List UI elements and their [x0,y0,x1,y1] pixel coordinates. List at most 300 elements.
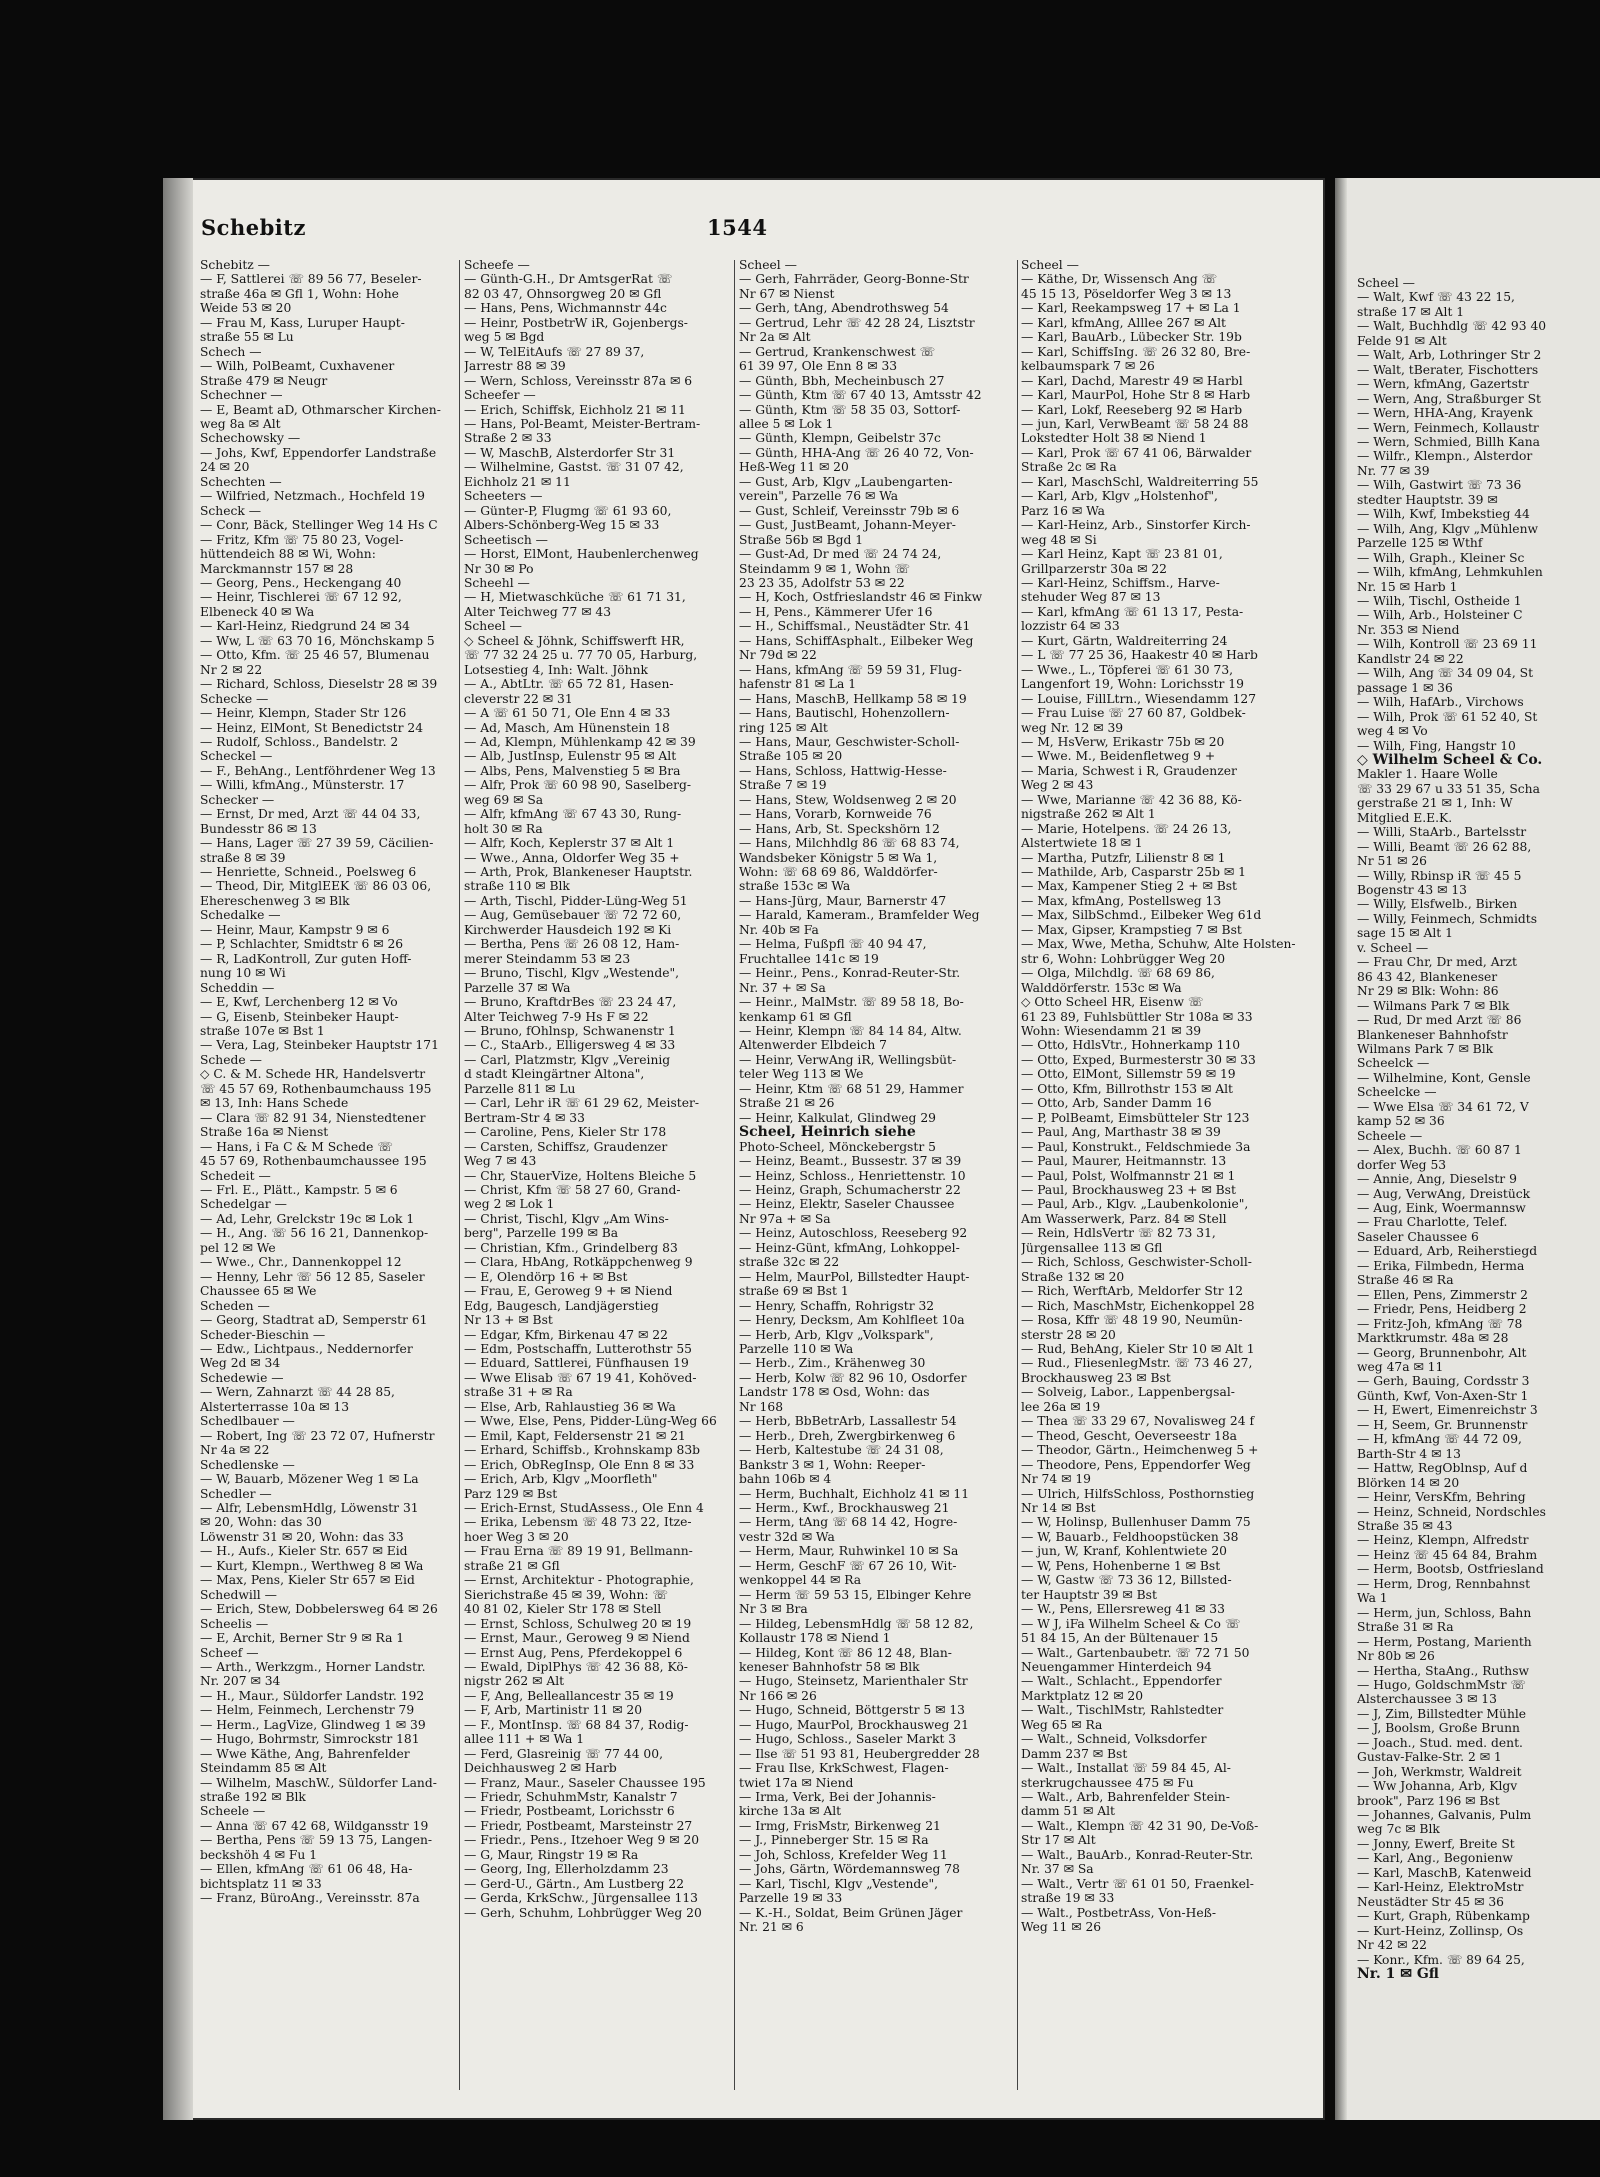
directory-entry-line: — Hugo, MaurPol, Brockhausweg 21 [739,1717,969,1732]
directory-entry-line: — Günth, Ktm ☏ 58 35 03, Sottorf- [739,402,961,417]
directory-entry-line: — Robert, Ing ☏ 23 72 07, Hufnerstr [200,1428,435,1443]
directory-entry-line: — Friedr, Postbeamt, Marsteinstr 27 [464,1818,693,1833]
directory-entry-line: straße 46a ✉ Gfl 1, Wohn: Hohe [200,286,399,301]
directory-entry-line: — Louise, FillLtrn., Wiesendamm 127 [1021,691,1257,706]
directory-entry-line: — Wwe, Marianne ☏ 42 36 88, Kö- [1021,792,1242,807]
directory-entry-line: — Karl, BauArb., Lübecker Str. 19b [1021,330,1242,345]
directory-entry-line: — Hans, Pens, Wichmannstr 44c [464,301,667,316]
directory-entry-line: — Günter-P, Flugmg ☏ 61 93 60, [464,503,672,518]
directory-entry-line: — Wwe, Else, Pens, Pidder-Lüng-Weg 66 [464,1414,717,1429]
directory-entry-line: ◇ Scheel & Jöhnk, Schiffswerft HR, [464,633,685,648]
directory-entry-line: — J., Pinneberger Str. 15 ✉ Ra [739,1833,929,1848]
directory-entry-line: — Rich, WerftArb, Meldorfer Str 12 [1021,1284,1244,1299]
directory-entry-line: Nr. 37 ✉ Sa [1021,1862,1094,1877]
directory-entry-line: Weg 65 ✉ Ra [1021,1717,1103,1732]
directory-entry-line: — Kurt, Graph, Rübenkamp [1357,1909,1530,1924]
directory-entry-line: Nr. 37 + ✉ Sa [739,980,826,995]
directory-entry-line: Weide 53 ✉ 20 [200,301,292,316]
directory-entry-line: Heß-Weg 11 ✉ 20 [739,460,849,475]
directory-entry-line: Neuengammer Hinterdeich 94 [1021,1659,1212,1674]
directory-entry-line: 61 23 89, Fuhlsbüttler Str 108a ✉ 33 [1021,1009,1253,1024]
surname-heading: Scheel — [1357,276,1415,290]
directory-entry-line: — Hans, Vorarb, Kornweide 76 [739,807,932,822]
directory-entry-line: — Ernst, Dr med, Arzt ☏ 44 04 33, [200,807,421,822]
surname-heading: Schech — [200,344,262,359]
directory-entry-line: — Heinr, Kalkulat, Glindweg 29 [739,1110,936,1125]
directory-entry-line: — E, Archit, Berner Str 9 ✉ Ra 1 [200,1631,405,1646]
directory-entry-line: — G, Maur, Ringstr 19 ✉ Ra [464,1847,639,1862]
directory-entry-line: — Ellen, Pens, Zimmerstr 2 [1357,1287,1528,1302]
directory-entry-line: Bundesstr 86 ✉ 13 [200,821,317,836]
directory-entry-line: Kirchwerder Hausdeich 192 ✉ Ki [464,922,672,937]
surname-heading: Scheele — [200,1804,266,1819]
directory-entry-line: — Heinr, Klempn, Stader Str 126 [200,706,407,721]
directory-entry-line: Nr 14 ✉ Bst [1021,1500,1096,1515]
directory-entry-line: — Carsten, Schiffsz, Graudenzer [464,1139,668,1154]
directory-entry-line: — Wwe., Chr., Dannenkoppel 12 [200,1255,402,1270]
directory-entry-line: — Thea ☏ 33 29 67, Novalisweg 24 f [1021,1414,1255,1429]
directory-entry-line: — Heinr., Pens., Konrad-Reuter-Str. [739,966,961,981]
directory-entry-line: Steindamm 9 ✉ 1, Wohn ☏ [739,561,910,576]
directory-entry-line: — Rud., FliesenlegMstr. ☏ 73 46 27, [1021,1356,1253,1371]
directory-entry-line: Wohn: Wiesendamm 21 ✉ 39 [1021,1024,1202,1039]
directory-entry-line: — Paul, Maurer, Heitmannstr. 13 [1021,1154,1227,1169]
surname-heading: Schechten — [200,474,282,489]
directory-entry-line: — Wern, Zahnarzt ☏ 44 28 85, [200,1385,395,1400]
directory-entry-line: — Horst, ElMont, Haubenlerchenweg [464,547,699,562]
directory-entry-line: Mitglied E.E.K. [1357,810,1453,825]
directory-entry-line: — Max, Gipser, Krampstieg 7 ✉ Bst [1021,922,1242,937]
directory-entry-line: — Hugo, GoldschmMstr ☏ [1357,1677,1526,1692]
directory-entry-line: — Edm, Postschaffn, Lutterothstr 55 [464,1341,692,1356]
directory-entry-line: — Karl, Dachd, Marestr 49 ✉ Harbl [1021,373,1243,388]
directory-entry-line: — Wilhelmine, Kont, Gensle [1357,1070,1531,1085]
directory-entry-line: Alter Teichweg 7-9 Hs F ✉ 22 [464,1009,649,1024]
directory-entry-line: — Erich, Arb, Klgv „Moorfleth" [464,1472,658,1487]
directory-entry-line: — Georg, Pens., Heckengang 40 [200,575,402,590]
directory-entry-line: — Gerh, Schuhm, Lohbrügger Weg 20 [464,1905,702,1920]
directory-entry-line: Wohn: ☏ 68 69 86, Walddörfer- [739,865,938,880]
directory-entry-line: — Ernst, Schloss, Schulweg 20 ✉ 19 [464,1616,692,1631]
directory-entry-line: — Wilh, HafArb., Virchows [1357,695,1524,710]
directory-entry-line: — Clara, HbAng, Rotkäppchenweg 9 [464,1255,693,1270]
directory-entry-line: Nr. 353 ✉ Niend [1357,622,1460,637]
directory-entry-line: weg 7c ✉ Blk [1357,1822,1440,1837]
directory-entry-line: Albers-Schönberg-Weg 15 ✉ 33 [464,518,660,533]
directory-entry-line: Wandsbeker Königstr 5 ✉ Wa 1, [739,850,938,865]
directory-entry-line: — Walt., Schlacht., Eppendorfer [1021,1674,1222,1689]
directory-entry-line: — Frau, E, Geroweg 9 + ✉ Niend [464,1284,673,1299]
directory-entry-line: — W, TelEitAufs ☏ 27 89 37, [464,344,645,359]
directory-entry-line: — W, Holinsp, Bullenhuser Damm 75 [1021,1515,1251,1530]
directory-entry-line: — Gust, JustBeamt, Johann-Meyer- [739,518,956,533]
directory-entry-line: — H., Schiffsmal., Neustädter Str. 41 [739,619,971,634]
surname-heading: Schedewie — [200,1370,284,1385]
directory-entry-line: Landstr 178 ✉ Osd, Wohn: das [739,1385,930,1400]
directory-entry-line: Nr. 77 ✉ 39 [1357,463,1430,478]
directory-entry-line: Blörken 14 ✉ 20 [1357,1475,1460,1490]
directory-entry-line: merer Steindamm 53 ✉ 23 [464,951,631,966]
directory-entry-line: 23 23 35, Adolfstr 53 ✉ 22 [739,575,905,590]
directory-entry-line: — Herm, Buchhalt, Eichholz 41 ✉ 11 [739,1486,970,1501]
directory-entry-line: — Annie, Ang, Dieselstr 9 [1357,1172,1517,1187]
directory-entry-line: — Walt., Vertr ☏ 61 01 50, Fraenkel- [1021,1876,1254,1891]
directory-entry-line: — Hans, SchiffAsphalt., Eilbeker Weg [739,633,974,648]
directory-entry-line: — P, PolBeamt, Eimsbütteler Str 123 [1021,1110,1250,1125]
directory-entry-line: — Günth, HHA-Ang ☏ 26 40 72, Von- [739,445,974,460]
directory-entry-line: Nr 13 + ✉ Bst [464,1313,553,1328]
column-2 [464,258,731,1920]
directory-entry-line: nigstr 262 ✉ Alt [464,1674,565,1689]
directory-entry-line: brook", Parz 196 ✉ Bst [1357,1793,1500,1808]
directory-entry-line: — Heinz, Schneid, Nordschles [1357,1504,1546,1519]
directory-entry-line: stehuder Weg 87 ✉ 13 [1021,590,1161,605]
directory-entry-line: — A ☏ 61 50 71, Ole Enn 4 ✉ 33 [464,706,671,721]
directory-entry-line: — Aug, Eink, Woermannsw [1357,1201,1526,1215]
directory-entry-line: — Herm, GeschF ☏ 67 26 10, Wit- [739,1558,957,1573]
next-page-column [1357,276,1600,1981]
surname-heading: Scheddin — [200,980,275,995]
directory-entry-line: — Erika, Lebensm ☏ 48 73 22, Itze- [464,1515,692,1530]
directory-entry-line: — Gertrud, Krankenschwest ☏ [739,344,936,359]
directory-entry-line: — Herb, BbBetrArb, Lassallestr 54 [739,1414,957,1429]
directory-entry-line: Scheel, Heinrich siehe [739,1125,916,1140]
directory-entry-line: — Otto, HdlsVtr., Hohnerkamp 110 [1021,1038,1241,1053]
directory-entry-line: weg 2 ✉ Lok 1 [464,1197,555,1212]
directory-entry-line: — Günth, Bbh, Mecheinbusch 27 [739,373,945,388]
directory-entry-line: — Kurt, Gärtn, Waldreiterring 24 [1021,633,1228,648]
directory-entry-line: Felde 91 ✉ Alt [1357,333,1447,348]
directory-entry-line: — C., StaArb., Elligersweg 4 ✉ 33 [464,1038,676,1053]
directory-entry-line: — Herb, Kolw ☏ 82 96 10, Osdorfer [739,1370,967,1385]
directory-entry-line: hoer Weg 3 ✉ 20 [464,1529,569,1544]
directory-entry-line: — Ellen, kfmAng ☏ 61 06 48, Ha- [200,1862,413,1877]
directory-entry-line: — Herm., Kwf., Brockhausweg 21 [739,1500,950,1515]
directory-entry-line: — Ulrich, HilfsSchloss, Posthornstieg [1021,1486,1255,1501]
surname-heading: Scheele — [1357,1128,1423,1143]
directory-entry-line: — Rich, Schloss, Geschwister-Scholl- [1021,1255,1252,1270]
directory-entry-line: Blankeneser Bahnhofstr [1357,1027,1508,1042]
directory-entry-line: — Otto, Exped, Burmesterstr 30 ✉ 33 [1021,1052,1256,1067]
directory-entry-line: — Käthe, Dr, Wissensch Ang ☏ [1021,272,1218,287]
directory-entry-line: Marckmannstr 157 ✉ 28 [200,561,354,576]
directory-entry-line: — Hans, Milchhdlg 86 ☏ 68 83 74, [739,836,960,851]
directory-entry-line: — H, Koch, Ostfrieslandstr 46 ✉ Finkw [739,590,983,605]
directory-entry-line: Straße 56b ✉ Bgd 1 [739,532,864,547]
directory-entry-line: — Karl, Reekampsweg 17 + ✉ La 1 [1021,301,1241,316]
directory-entry-line: — Ad, Klempn, Mühlenkamp 42 ✉ 39 [464,734,696,749]
directory-entry-line: — Clara ☏ 82 91 34, Nienstedtener [200,1110,426,1125]
directory-entry-line: — Walt., BauArb., Konrad-Reuter-Str. [1021,1847,1254,1862]
directory-entry-line: — H, Ewert, Eimenreichstr 3 [1357,1403,1538,1418]
directory-entry-line: ◇ Otto Scheel HR, Eisenw ☏ [1021,995,1204,1010]
directory-entry-line: — Aug, Gemüsebauer ☏ 72 72 60, [464,908,682,923]
directory-entry-line: Nr. 207 ✉ 34 [200,1674,281,1689]
directory-entry-line: straße 110 ✉ Blk [464,879,570,894]
directory-entry-line: — Paul, Brockhausweg 23 + ✉ Bst [1021,1183,1236,1197]
directory-entry-line: — Wilh, Graph., Kleiner Sc [1357,550,1525,565]
directory-entry-line: — Hans, Lager ☏ 27 39 59, Cäcilien- [200,836,434,851]
directory-entry-line: Straße 7 ✉ 19 [739,778,827,793]
directory-entry-line: — Wilfried, Netzmach., Hochfeld 19 [200,489,425,504]
directory-entry-line: Nr. 1 ✉ Gfl [1357,1967,1439,1982]
directory-entry-line: — Wern, Feinmech, Kollaustr [1357,420,1539,435]
directory-entry-line: Straße 35 ✉ 43 [1357,1518,1453,1533]
directory-entry-line: — Heinz-Günt, kfmAng, Lohkoppel- [739,1240,960,1255]
directory-entry-line: — Wilh, Prok ☏ 61 52 40, St [1357,709,1538,724]
directory-entry-line: — W, Gastw ☏ 73 36 12, Billsted- [1021,1573,1232,1588]
directory-entry-line: — Heinz, Elektr, Saseler Chaussee [739,1197,955,1212]
directory-entry-line: bichtsplatz 11 ✉ 33 [200,1876,322,1891]
directory-entry-line: — Heinz, Schloss., Henriettenstr. 10 [739,1168,966,1183]
surname-heading: Scheel — [739,258,797,272]
directory-entry-line: — Hildeg, LebensmHdlg ☏ 58 12 82, [739,1616,974,1631]
directory-entry-line: — Gerd-U., Gärtn., Am Lustberg 22 [464,1876,685,1891]
directory-entry-line: — Wern, HHA-Ang, Krayenk [1357,406,1533,421]
column-4 [1021,258,1319,1935]
directory-entry-line: — Anna ☏ 67 42 68, Wildgansstr 19 [200,1818,429,1833]
directory-entry-line: — Herm, tAng ☏ 68 14 42, Hogre- [739,1515,958,1530]
directory-entry-line: Fruchtallee 141c ✉ 19 [739,951,879,966]
directory-entry-line: — E, Olendörp 16 + ✉ Bst [464,1269,628,1284]
directory-entry-line: — Hans, Maur, Geschwister-Scholl- [739,734,960,749]
directory-entry-line: straße 32c ✉ 22 [739,1255,840,1270]
directory-entry-line: 40 81 02, Kieler Str 178 ✉ Stell [464,1602,662,1617]
directory-entry-line: weg 69 ✉ Sa [464,792,544,807]
directory-entry-line: — Edw., Lichtpaus., Neddernorfer [200,1341,413,1356]
directory-entry-line: Photo-Scheel, Mönckebergstr 5 [739,1139,936,1154]
directory-entry-line: — Heinr, VerwAng iR, Wellingsbüt- [739,1052,957,1067]
directory-entry-line: Walddörferstr. 153c ✉ Wa [1021,980,1182,995]
directory-entry-line: — Ilse ☏ 51 93 81, Heubergredder 28 [739,1746,980,1761]
directory-entry-line: kelbaumspark 7 ✉ 26 [1021,359,1155,374]
directory-entry-line: — Hans, MaschB, Hellkamp 58 ✉ 19 [739,691,967,706]
directory-entry-line: — Karl, Arb, Klgv „Holstenhof", [1021,489,1218,504]
directory-entry-line: — Irmg, FrisMstr, Birkenweg 21 [739,1818,941,1833]
directory-entry-line: Parzelle 19 ✉ 33 [739,1891,843,1906]
surname-heading: Scheder-Bieschin — [200,1327,326,1342]
directory-entry-line: — Georg, Brunnenbohr, Alt [1357,1345,1527,1360]
surname-heading: Scheel — [1021,258,1079,272]
surname-heading: Scheehl — [464,575,530,590]
directory-entry-line: — Bertha, Pens ☏ 26 08 12, Ham- [464,937,680,952]
directory-entry-line: — G, Eisenb, Steinbeker Haupt- [200,1009,399,1024]
directory-entry-line: — Ernst Aug, Pens, Pferdekoppel 6 [464,1645,683,1660]
directory-entry-line: — Wern, Schmied, Billh Kana [1357,434,1540,449]
directory-entry-line: — Friedr, SchuhmMstr, Kanalstr 7 [464,1790,678,1805]
directory-entry-line: ring 125 ✉ Alt [739,720,828,735]
directory-entry-line: — W, Pens, Hohenberne 1 ✉ Bst [1021,1558,1221,1573]
directory-entry-line: — Walt, Buchhdlg ☏ 42 93 40 [1357,319,1547,334]
directory-entry-line: Jürgensallee 113 ✉ Gfl [1021,1240,1163,1255]
directory-entry-line: — Gertrud, Lehr ☏ 42 28 24, Lisztstr [739,315,975,330]
directory-entry-line: verein", Parzelle 76 ✉ Wa [739,489,899,504]
directory-entry-line: — W., Pens, Ellersreweg 41 ✉ 33 [1021,1602,1225,1617]
directory-entry-line: straße 153c ✉ Wa [739,879,851,894]
directory-entry-line: — Frau Luise ☏ 27 60 87, Goldbek- [1021,706,1246,721]
directory-entry-line: Wilmans Park 7 ✉ Blk [1357,1042,1494,1057]
directory-entry-line: — Karl-Heinz, Riedgrund 24 ✉ 34 [200,619,410,634]
directory-entry-line: — Heinr, Klempn ☏ 84 14 84, Altw. [739,1024,962,1039]
directory-entry-line: Nr 166 ✉ 26 [739,1688,817,1703]
directory-entry-line: — Harald, Kameram., Bramfelder Weg [739,908,980,923]
directory-entry-line: — Paul, Konstrukt., Feldschmiede 3a [1021,1139,1251,1154]
directory-entry-line: ✉ 20, Wohn: das 30 [200,1515,322,1530]
directory-entry-line: — Aug, VerwAng, Dreistück [1357,1186,1531,1201]
directory-entry-line: hüttendeich 88 ✉ Wi, Wohn: [200,547,376,562]
directory-entry-line: — Carl, Lehr iR ☏ 61 29 62, Meister- [464,1096,700,1111]
directory-entry-line: Nr 2a ✉ Alt [739,330,811,345]
directory-entry-line: — Solveig, Labor., Lappenbergsal- [1021,1385,1235,1400]
directory-entry-line: — Paul, Polst, Wolfmannstr 21 ✉ 1 [1021,1168,1236,1183]
directory-entry-line: — H, Pens., Kämmerer Ufer 16 [739,604,933,619]
directory-entry-line: — Willy, Rbinsp iR ☏ 45 5 [1357,868,1522,883]
directory-entry-line: Straße 31 ✉ Ra [1357,1620,1454,1635]
directory-entry-line: — Herm., LagVize, Glindweg 1 ✉ 39 [200,1717,426,1732]
surname-heading: Schedeit — [200,1168,271,1183]
directory-entry-line: — Heinz ☏ 45 64 84, Brahm [1357,1547,1538,1562]
directory-entry-line: 51 84 15, An der Bültenauer 15 [1021,1631,1219,1646]
directory-entry-line: Nr 67 ✉ Nienst [739,286,835,301]
directory-entry-line: 45 15 13, Pöseldorfer Weg 3 ✉ 13 [1021,286,1232,301]
directory-entry-line: — Wilh, Kontroll ☏ 23 69 11 [1357,637,1538,652]
directory-entry-line: 24 ✉ 20 [200,460,250,475]
directory-entry-line: — Alb, JustInsp, Eulenstr 95 ✉ Alt [464,749,677,764]
directory-entry-line: Marktkrumstr. 48a ✉ 28 [1357,1331,1509,1346]
surname-heading: Schedelgar — [200,1197,287,1212]
directory-entry-line: — Alfr, Prok ☏ 60 98 90, Saselberg- [464,778,692,793]
directory-entry-line: — Eduard, Arb, Reiherstiegd [1357,1244,1538,1259]
directory-entry-line: lee 26a ✉ 19 [1021,1399,1101,1414]
directory-entry-line: — Erika, Filmbedn, Herma [1357,1258,1525,1273]
directory-entry-line: — Mathilde, Arb, Casparstr 25b ✉ 1 [1021,865,1246,880]
directory-entry-line: — Frau Erna ☏ 89 19 91, Bellmann- [464,1544,693,1559]
directory-entry-line: — W, MaschB, Alsterdorfer Str 31 [464,445,676,460]
directory-entry-line: — Otto, Arb, Sander Damm 16 [1021,1096,1212,1111]
directory-entry-line: — Theodore, Pens, Eppendorfer Weg [1021,1457,1251,1472]
directory-entry-line: — Heinz, Klempn, Alfredstr [1357,1533,1529,1548]
directory-entry-line: Nr 42 ✉ 22 [1357,1938,1427,1953]
directory-entry-line: — Ernst, Maur., Geroweg 9 ✉ Niend [464,1631,690,1646]
directory-entry-line: — Max, Wwe, Metha, Schuhw, Alte Holsten- [1021,937,1296,952]
directory-entry-line: — E, Beamt aD, Othmarscher Kirchen- [200,402,441,417]
directory-entry-line: Parzelle 37 ✉ Wa [464,980,571,995]
directory-entry-line: — Gerh, tAng, Abendrothsweg 54 [739,301,949,316]
directory-entry-line: stedter Hauptstr. 39 ✉ [1357,492,1498,507]
directory-entry-line: — Wilh, Fing, Hangstr 10 [1357,738,1516,753]
directory-entry-line: allee 111 + ✉ Wa 1 [464,1732,585,1747]
directory-entry-line: vestr 32d ✉ Wa [739,1529,835,1544]
directory-entry-line: Steindamm 85 ✉ Alt [200,1761,327,1776]
column-3 [739,258,1014,1935]
directory-entry-line: — Herm, Postang, Marienth [1357,1634,1532,1649]
directory-entry-line: straße 19 ✉ 33 [1021,1891,1115,1906]
directory-entry-line: — H, Mietwaschküche ☏ 61 71 31, [464,590,686,605]
directory-entry-line: passage 1 ✉ 36 [1357,680,1453,695]
directory-entry-line: Parzelle 110 ✉ Wa [739,1341,854,1356]
directory-entry-line: Nr 74 ✉ 19 [1021,1472,1091,1487]
directory-entry-line: — Christ, Tischl, Klgv „Am Wins- [464,1211,669,1226]
directory-entry-line: Straße 21 ✉ 26 [739,1096,835,1111]
directory-entry-line: — Karl, Ang., Begonienw [1357,1851,1513,1866]
directory-entry-line: Bogenstr 43 ✉ 13 [1357,883,1467,898]
directory-entry-line: — Bruno, fOhlnsp, Schwanenstr 1 [464,1024,676,1039]
surname-heading: Scheelis — [200,1616,269,1631]
next-page-edge [1335,178,1600,2120]
directory-entry-line: — Heinr, VersKfm, Behring [1357,1490,1526,1505]
directory-entry-line: weg 4 ✉ Vo [1357,724,1428,739]
directory-entry-line: — Hildeg, Kont ☏ 86 12 48, Blan- [739,1645,952,1660]
directory-entry-line: — Bruno, KraftdrBes ☏ 23 24 47, [464,995,677,1010]
directory-entry-line: — Karl, MaurPol, Hohe Str 8 ✉ Harb [1021,388,1251,403]
directory-entry-line: — Irma, Verk, Bei der Johannis- [739,1790,936,1805]
directory-entry-line: — Otto, Kfm, Billrothstr 153 ✉ Alt [1021,1081,1233,1096]
directory-entry-line: Straße 479 ✉ Neugr [200,373,328,388]
directory-entry-line: — Maria, Schwest i R, Graudenzer [1021,763,1237,778]
surname-heading: Schedlbauer — [200,1414,295,1429]
directory-entry-line: — Heinr, Maur, Kampstr 9 ✉ 6 [200,922,390,937]
directory-entry-line: — Otto, Kfm. ☏ 25 46 57, Blumenau [200,648,430,663]
directory-entry-line: straße 17 ✉ Alt 1 [1357,304,1465,319]
directory-entry-line: — Friedr, Postbeamt, Lorichsstr 6 [464,1804,675,1819]
directory-entry-line: Alsterterrasse 10a ✉ 13 [200,1399,350,1414]
directory-entry-line: — Henry, Schaffn, Rohrigstr 32 [739,1298,935,1313]
directory-entry-line: — Vera, Lag, Steinbeker Hauptstr 171 [200,1038,439,1053]
directory-entry-line: — Willy, Feinmech, Schmidts [1357,911,1538,926]
directory-entry-line: Elbeneck 40 ✉ Wa [200,604,315,619]
directory-entry-line: Grillparzerstr 30a ✉ 22 [1021,561,1168,576]
directory-entry-line: — Walt., PostbetrAss, Von-Heß- [1021,1905,1217,1920]
directory-entry-line: pel 12 ✉ We [200,1240,276,1255]
directory-entry-line: — Joh, Werkmstr, Waldreit [1357,1764,1522,1779]
directory-entry-line: Alter Teichweg 77 ✉ 43 [464,604,612,619]
directory-entry-line: — Else, Arb, Rahlaustieg 36 ✉ Wa [464,1399,676,1414]
directory-entry-line: — Karl-Heinz, Schiffsm., Harve- [1021,575,1220,590]
directory-entry-line: bahn 106b ✉ 4 [739,1472,832,1487]
directory-entry-line: — Wilh, kfmAng, Lehmkuhlen [1357,565,1543,580]
directory-entry-line: ter Hauptstr 39 ✉ Bst [1021,1587,1157,1602]
directory-entry-line: straße 21 ✉ Gfl [464,1558,560,1573]
surname-heading: Scheefe — [464,258,530,272]
surname-heading: Scheelck — [1357,1056,1430,1071]
directory-entry-line: — Konr., Kfm. ☏ 89 64 25, [1357,1952,1525,1967]
directory-entry-line: — Arth., Werkzgm., Horner Landstr. [200,1659,426,1674]
directory-entry-line: damm 51 ✉ Alt [1021,1804,1115,1819]
directory-entry-line: — Alex, Buchh. ☏ 60 87 1 [1357,1143,1522,1158]
directory-entry-line: — Karl, SchiffsIng. ☏ 26 32 80, Bre- [1021,344,1251,359]
directory-entry-line: — Wilhelmine, Gastst. ☏ 31 07 42, [464,460,684,475]
directory-entry-line: — J, Zim, Billstedter Mühle [1357,1706,1527,1721]
directory-entry-line: Nr 80b ✉ 26 [1357,1649,1435,1664]
directory-entry-line: Kollaustr 178 ✉ Niend 1 [739,1631,891,1646]
directory-entry-line: Straße 105 ✉ 20 [739,749,843,764]
directory-entry-line: lozzistr 64 ✉ 33 [1021,619,1120,634]
directory-entry-line: — Frau Ilse, KrkSchwest, Flagen- [739,1761,949,1776]
directory-entry-line: — Frau M, Kass, Luruper Haupt- [200,315,405,330]
directory-entry-line: — Willy, Elsfwelb., Birken [1357,897,1518,912]
directory-entry-line: teler Weg 113 ✉ We [739,1067,864,1082]
directory-entry-line: Bankstr 3 ✉ 1, Wohn: Reeper- [739,1457,926,1472]
directory-entry-line: — Walt, Arb, Lothringer Str 2 [1357,348,1542,363]
directory-entry-line: — Karl-Heinz, Arb., Sinstorfer Kirch- [1021,518,1251,533]
directory-entry-line: — Rich, MaschMstr, Eichenkoppel 28 [1021,1298,1255,1313]
directory-entry-line: — L ☏ 77 25 36, Haakestr 40 ✉ Harb [1021,648,1258,663]
directory-entry-line: — Wwe Käthe, Ang, Bahrenfelder [200,1746,410,1761]
directory-entry-line: weg 5 ✉ Bgd [464,330,545,345]
directory-entry-line: — Frau Charlotte, Telef. [1357,1215,1508,1230]
directory-entry-line: — Wilh, Arb., Holsteiner C [1357,608,1523,623]
directory-entry-line: ✉ 13, Inh: Hans Schede [200,1096,349,1111]
